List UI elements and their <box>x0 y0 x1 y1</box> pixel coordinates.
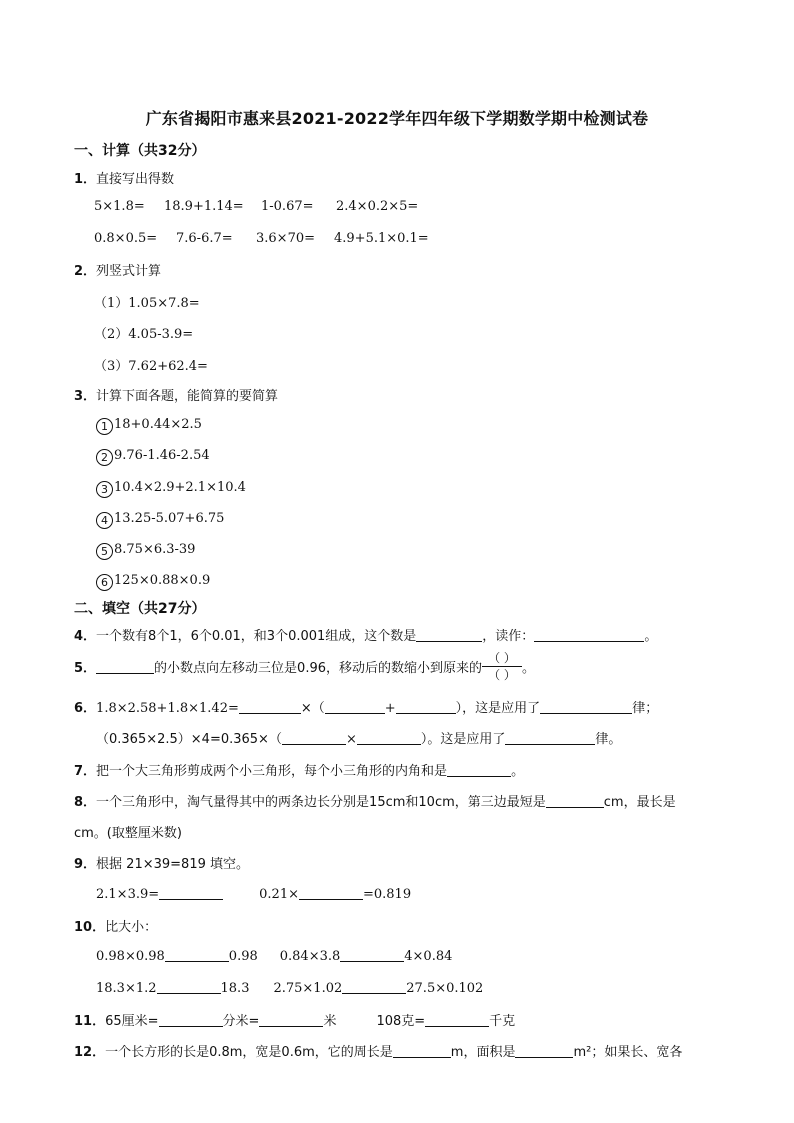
answer-blank[interactable] <box>396 699 456 714</box>
q10-row-1 <box>96 947 452 964</box>
question-number: 10． <box>74 920 106 935</box>
expression: 2.75×1.02 <box>273 981 343 996</box>
question-text: 把一个大三角形剪成两个小三角形，每个小三角形的内角和是 <box>96 764 448 779</box>
question-text: 1.8×2.58+1.8×1.42= <box>96 701 239 716</box>
circled-number: 5 <box>96 543 113 560</box>
question-text: m²；如果长、宽各 <box>573 1045 683 1060</box>
answer-blank[interactable] <box>515 1043 573 1058</box>
section-heading-2: 二、填空（共27分） <box>74 601 206 617</box>
q3-item-5 <box>96 542 195 560</box>
expression: 0.98 <box>228 949 258 964</box>
answer-blank[interactable] <box>340 947 404 962</box>
question-10 <box>74 916 157 935</box>
question-text: 一个长方形的长是0.8m，宽是0.6m，它的周长是 <box>105 1045 393 1060</box>
answer-blank[interactable] <box>393 1043 451 1058</box>
question-8-line-1 <box>74 791 676 810</box>
question-6-line-2 <box>96 728 621 747</box>
question-6-line-1 <box>74 697 658 716</box>
q3-item-6 <box>96 573 210 591</box>
expression: 125×0.88×0.9 <box>114 573 211 588</box>
expression: 18.9+1.14= <box>164 199 244 214</box>
question-number: 1． <box>74 172 97 187</box>
question-text: ，读作： <box>482 629 535 644</box>
circled-number: 4 <box>96 512 113 529</box>
answer-blank[interactable] <box>416 627 482 642</box>
question-text: 65厘米= <box>105 1014 159 1029</box>
q9-answers <box>96 885 411 902</box>
question-text: 一个三角形中，淘气量得其中的两条边长分别是15cm和10cm，第三边最短是 <box>96 795 546 810</box>
expression: 0.21× <box>259 887 299 902</box>
page-title: 广东省揭阳市惠来县2021-2022学年四年级下学期数学期中检测试卷 <box>145 109 649 128</box>
answer-blank[interactable] <box>96 659 154 674</box>
question-text: cm，最长是 <box>603 795 676 810</box>
answer-blank[interactable] <box>239 699 301 714</box>
question-text: ），这是应用了 <box>455 701 541 716</box>
answer-blank[interactable] <box>425 1012 489 1027</box>
answer-blank[interactable] <box>447 762 511 777</box>
section-heading-1: 一、计算（共32分） <box>74 143 206 159</box>
question-number: 8． <box>74 795 97 810</box>
question-text: 直接写出得数 <box>96 172 175 187</box>
expression: =0.819 <box>362 887 412 902</box>
question-11 <box>74 1010 515 1029</box>
question-3 <box>74 385 278 404</box>
expression: 0.98×0.98 <box>96 949 165 964</box>
question-text: 一个数有8个1，6个0.01，和3个0.001组成，这个数是 <box>96 629 417 644</box>
q1-row-1 <box>94 199 418 214</box>
expression: 2.1×3.9= <box>96 887 160 902</box>
expression: 4×0.84 <box>404 949 453 964</box>
expression: 3.6×70= <box>256 231 316 246</box>
q10-row-2 <box>96 979 483 996</box>
question-number: 2． <box>74 264 97 279</box>
question-number: 12． <box>74 1045 106 1060</box>
answer-blank[interactable] <box>165 947 229 962</box>
question-text: ）。这是应用了 <box>420 732 506 747</box>
q3-item-1 <box>96 417 202 435</box>
answer-blank[interactable] <box>342 979 406 994</box>
question-text: 比大小： <box>105 920 158 935</box>
answer-blank[interactable] <box>546 793 604 808</box>
expression: 8.75×6.3-39 <box>114 542 196 557</box>
answer-blank[interactable] <box>282 730 346 745</box>
q3-item-4 <box>96 511 224 529</box>
question-number: 5． <box>74 661 97 676</box>
q1-row-2 <box>94 231 429 246</box>
question-text: 计算下面各题，能简算的要简算 <box>96 389 279 404</box>
question-text: 。 <box>522 661 536 676</box>
question-text: cm。(取整厘米数) <box>74 826 182 841</box>
q3-item-2 <box>96 448 210 466</box>
answer-blank[interactable] <box>534 627 644 642</box>
expression: 9.76-1.46-2.54 <box>114 448 210 463</box>
answer-blank[interactable] <box>299 885 363 900</box>
question-text: 分米= <box>222 1014 260 1029</box>
answer-blank[interactable] <box>505 730 595 745</box>
question-text: 根据 21×39=819 填空。 <box>96 857 249 872</box>
expression: 5×1.8= <box>94 199 145 214</box>
q2-item-3: （3）7.62+62.4= <box>94 359 208 374</box>
expression: 7.6-6.7= <box>176 231 233 246</box>
answer-blank[interactable] <box>357 730 421 745</box>
question-text: m，面积是 <box>450 1045 516 1060</box>
fraction-denominator: （ ） <box>488 668 516 682</box>
expression: 0.84×3.8 <box>279 949 341 964</box>
expression: 0.8×0.5= <box>94 231 158 246</box>
expression: 18.3×1.2 <box>96 981 157 996</box>
question-text: 律； <box>632 701 659 716</box>
question-text: 米 <box>323 1014 337 1029</box>
question-9 <box>74 853 249 872</box>
answer-blank[interactable] <box>159 1012 223 1027</box>
fraction-blank[interactable] <box>482 651 522 682</box>
answer-blank[interactable] <box>259 1012 323 1027</box>
q3-item-3 <box>96 480 246 498</box>
answer-blank[interactable] <box>159 885 223 900</box>
question-text: （0.365×2.5）×4=0.365×（ <box>96 732 282 747</box>
expression: 4.9+5.1×0.1= <box>334 231 429 246</box>
question-2 <box>74 260 161 279</box>
question-number: 6． <box>74 701 97 716</box>
expression: 13.25-5.07+6.75 <box>114 511 225 526</box>
circled-number: 1 <box>96 418 113 435</box>
circled-number: 6 <box>96 574 113 591</box>
question-number: 11． <box>74 1014 106 1029</box>
circled-number: 3 <box>96 481 113 498</box>
question-1 <box>74 168 174 187</box>
question-text: 律。 <box>595 732 622 747</box>
expression: 18+0.44×2.5 <box>114 417 202 432</box>
question-text: + <box>384 701 396 716</box>
question-text: 。 <box>644 629 658 644</box>
question-12 <box>74 1041 682 1060</box>
question-number: 9． <box>74 857 97 872</box>
q2-item-2: （2）4.05-3.9= <box>94 327 194 342</box>
question-5 <box>74 653 535 684</box>
expression: 2.4×0.2×5= <box>336 199 419 214</box>
circled-number: 2 <box>96 449 113 466</box>
question-text: 108克= <box>376 1014 426 1029</box>
question-number: 4． <box>74 629 97 644</box>
expression: 27.5×0.102 <box>406 981 484 996</box>
question-7 <box>74 760 524 779</box>
q2-item-1: （1）1.05×7.8= <box>94 296 200 311</box>
answer-blank[interactable] <box>325 699 385 714</box>
answer-blank[interactable] <box>157 979 221 994</box>
question-number: 3． <box>74 389 97 404</box>
expression: 10.4×2.9+2.1×10.4 <box>114 480 246 495</box>
question-text: × <box>345 732 357 747</box>
question-4 <box>74 625 657 644</box>
fraction-numerator: （ ） <box>482 651 522 667</box>
question-text: ×（ <box>300 701 325 716</box>
question-text: 列竖式计算 <box>96 264 162 279</box>
question-text: 。 <box>511 764 525 779</box>
expression: 18.3 <box>220 981 250 996</box>
question-text: 千克 <box>489 1014 516 1029</box>
question-number: 7． <box>74 764 97 779</box>
expression: 1-0.67= <box>261 199 314 214</box>
question-text: 的小数点向左移动三位是0.96，移动后的数缩小到原来的 <box>154 661 482 676</box>
answer-blank[interactable] <box>540 699 632 714</box>
question-8-line-2 <box>74 822 182 841</box>
